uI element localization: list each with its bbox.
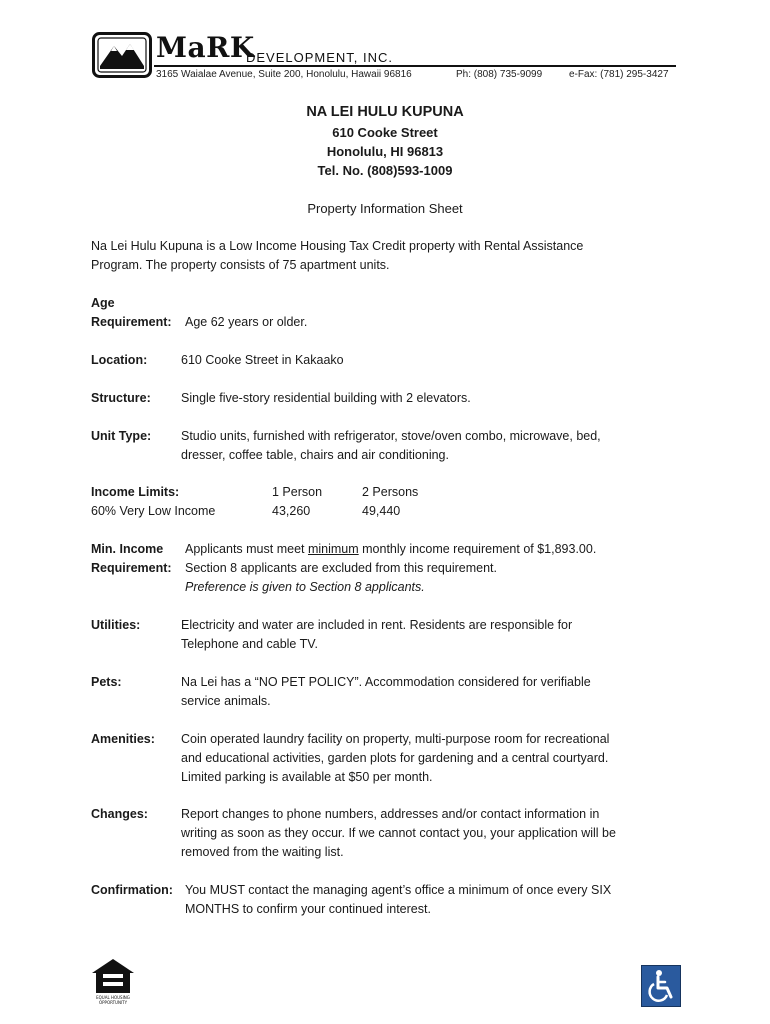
min-income-line-1: Applicants must meet minimum monthly income requirement of $1,893.00. [185,542,597,556]
age-label-2: Requirement: [91,315,172,329]
header-address: 3165 Waialae Avenue, Suite 200, Honolulu, Hawaii 96816 [156,69,412,80]
changes-label: Changes: [91,807,148,821]
structure-value: Single five-story residential building with 2 elevators. [181,391,471,405]
location-label: Location: [91,353,148,367]
pets-line-1: Na Lei has a “NO PET POLICY”. Accommodation considered for verifiable [181,675,591,689]
changes-line-1: Report changes to phone numbers, addresses and/or contact information in [181,807,600,821]
pets-line-2: service animals. [181,694,271,708]
header-phone: Ph: (808) 735-9099 [456,69,543,80]
changes-line-2: writing as soon as they occur. If we cannot contact you, your application will be [181,826,616,840]
structure-label: Structure: [91,391,151,405]
amenities-line-3: Limited parking is available at $50 per month. [181,770,433,784]
income-col1-value: 43,260 [272,504,311,518]
unit-type-line-1: Studio units, furnished with refrigerator, stove/oven combo, microwave, bed, [181,429,601,443]
amenities-label: Amenities: [91,732,155,746]
utilities-line-1: Electricity and water are included in rent. Residents are responsible for [181,618,573,632]
confirmation-line-2: MONTHS to confirm your continued interest. [185,902,431,916]
brand-suffix: DEVELOPMENT, INC. [246,50,394,65]
min-income-label: Min. Income [91,542,164,556]
utilities-label: Utilities: [91,618,141,632]
amenities-line-1: Coin operated laundry facility on property, multi-purpose room for recreational [181,732,610,746]
pets-label: Pets: [91,675,122,689]
property-tel: Tel. No. (808)593-1009 [317,163,453,178]
property-name: NA LEI HULU KUPUNA [306,104,464,120]
wheelchair-icon [642,966,680,1006]
age-label: Age [91,296,115,310]
svg-text:EQUAL HOUSING: EQUAL HOUSING [96,995,130,1000]
equal-housing-icon [90,957,136,1007]
wheelchair-accessible-icon [641,965,681,1007]
mountain-logo-icon [92,32,152,78]
utilities-line-2: Telephone and cable TV. [181,637,318,651]
changes-line-3: removed from the waiting list. [181,845,344,859]
min-income-label-2: Requirement: [91,561,172,575]
income-col2-value: 49,440 [362,504,401,518]
age-value: Age 62 years or older. [185,315,308,329]
min-income-line-3: Preference is given to Section 8 applicants. [185,580,425,594]
intro-line-2: Program. The property consists of 75 apartment units. [91,258,390,272]
confirmation-line-1: You MUST contact the managing agent’s office a minimum of once every SIX [185,883,612,897]
minimum-underlined: minimum [307,542,359,556]
min-income-line-2: Section 8 applicants are excluded from this requirement. [185,561,497,575]
income-row-label: 60% Very Low Income [91,504,216,518]
brand-name: MaRK [156,31,255,64]
property-street: 610 Cooke Street [332,125,438,140]
income-col1-header: 1 Person [272,485,323,499]
confirmation-label: Confirmation: [91,883,173,897]
unit-type-line-2: dresser, coffee table, chairs and air conditioning. [181,448,449,462]
sheet-title: Property Information Sheet [307,201,463,216]
income-limits-label: Income Limits: [91,485,180,499]
location-value: 610 Cooke Street in Kakaako [181,353,344,367]
income-col2-header: 2 Persons [362,485,419,499]
intro-line-1: Na Lei Hulu Kupuna is a Low Income Housing Tax Credit property with Rental Assistance [91,239,584,253]
property-city: Honolulu, HI 96813 [326,144,444,159]
unit-type-label: Unit Type: [91,429,152,443]
amenities-line-2: and educational activities, garden plots for gardening and a central courtyard. [181,751,609,765]
header-fax: e-Fax: (781) 295-3427 [569,69,669,80]
header-rule [154,65,676,67]
svg-text:OPPORTUNITY: OPPORTUNITY [98,1000,128,1005]
